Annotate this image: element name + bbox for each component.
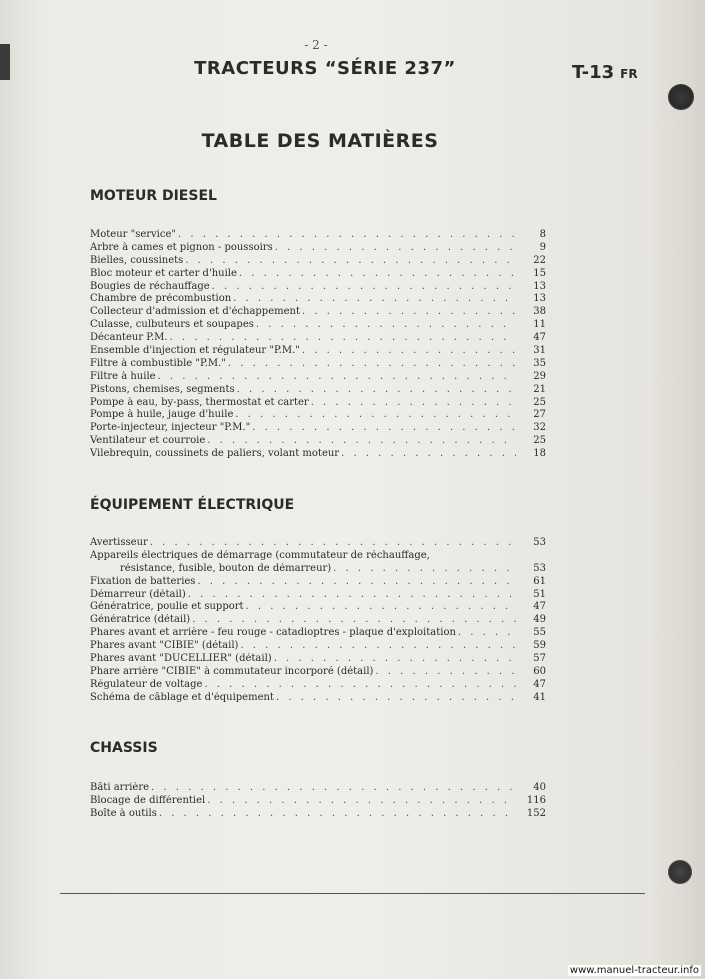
toc-entry-page: 59 [533,640,546,652]
toc-entry-label: Filtre à combustible "P.M." [90,357,226,369]
dot-leader [235,409,516,422]
toc-entry-page: 60 [533,665,546,677]
toc-entry-page: 22 [533,254,546,266]
section-list-moteur [90,229,546,461]
toc-entry-page: 13 [533,293,546,305]
toc-entry [90,409,546,422]
toc-entry-page: 13 [533,280,546,292]
dot-leader [158,371,516,384]
toc-entry [90,255,546,268]
toc-entry [90,782,546,795]
dot-leader [302,306,516,319]
toc-entry-page: 152 [526,807,546,819]
toc-entry-label: Démarreur (détail) [90,588,186,600]
page-number: - 2 - [304,38,328,52]
toc-entry-label: Phare arrière "CIBIE" à commutateur incorporé (détail) [90,665,374,677]
dot-leader [212,281,516,294]
toc-entry [90,563,546,576]
dot-leader [233,293,516,306]
toc-entry-page: 55 [533,627,546,639]
toc-entry [90,384,546,397]
toc-entry [90,537,546,550]
toc-entry-page: 35 [533,357,546,369]
document-code-number: T-13 [572,62,615,83]
dot-leader [276,692,516,705]
dot-leader [275,242,516,255]
dot-leader [207,435,516,448]
toc-entry-label: Schéma de câblage et d'équipement [90,691,274,703]
toc-entry-label: Phares avant "CIBIE" (détail) [90,640,239,652]
toc-entry [90,242,546,255]
dot-leader [239,268,516,281]
toc-entry-label: Ensemble d'injection et régulateur "P.M." [90,345,300,357]
dot-leader [192,614,516,627]
toc-entry-label: Bâti arrière [90,782,150,793]
toc-entry-label: Chambre de précombustion [90,293,232,305]
toc-entry-page: 15 [533,267,546,279]
toc-entry-label: Pompe à huile, jauge d'huile [90,409,234,421]
dot-leader [333,563,516,576]
section-heading-moteur: MOTEUR DIESEL [90,188,217,204]
binder-hole-bottom [668,860,692,884]
toc-entry-page: 53 [533,537,546,548]
dot-leader [159,808,516,821]
toc-entry [90,293,546,306]
toc-entry-label: Avertisseur [90,537,148,548]
toc-entry [90,397,546,410]
toc-entry [90,448,546,461]
toc-entry [90,679,546,692]
toc-entry-page: 25 [533,396,546,408]
section-list-chassis [90,782,546,821]
dot-leader [204,679,516,692]
toc-entry [90,435,546,448]
dot-leader [185,255,516,268]
toc-entry-label: Culasse, culbuteurs et soupapes [90,319,254,331]
toc-entry-label: Appareils électriques de démarrage (commutateur de réchauffage, [90,549,430,561]
toc-entry-label: Blocage de différentiel [90,794,206,806]
footer-rule [60,893,645,894]
toc-entry-page: 51 [533,588,546,600]
toc-entry-label: Pompe à eau, by-pass, thermostat et carter [90,396,309,408]
toc-entry-page: 27 [533,409,546,421]
toc-entry [90,666,546,679]
dot-leader [252,422,516,435]
toc-entry [90,808,546,821]
toc-entry [90,601,546,614]
toc-entry-page: 57 [533,653,546,665]
toc-entry-label: Génératrice, poulie et support [90,601,244,613]
toc-entry-page: 47 [533,332,546,344]
toc-entry-page: 29 [533,370,546,382]
toc-entry-label: Phares avant et arrière - feu rouge - catadioptres - plaque d'exploitation [90,627,456,639]
toc-entry-page: 61 [533,575,546,587]
toc-entry [90,371,546,384]
toc-entry-label: Pistons, chemises, segments [90,383,235,395]
toc-entry-label: Génératrice (détail) [90,614,191,626]
toc-entry [90,795,546,808]
document-language: FR [620,67,638,81]
toc-entry-page: 9 [539,241,546,253]
toc-entry-label: Bloc moteur et carter d'huile [90,267,237,279]
dot-leader [311,397,516,410]
toc-entry-page: 32 [533,422,546,434]
dot-leader [150,537,516,550]
dot-leader [228,358,516,371]
toc-entry-page: 116 [526,794,546,806]
toc-entry-label: Régulateur de voltage [90,678,203,690]
section-list-electrique [90,537,546,705]
dot-leader [178,229,516,242]
toc-entry [90,692,546,705]
section-heading-chassis: CHASSIS [90,740,158,756]
toc-entry-page: 40 [533,782,546,793]
toc-entry-page: 25 [533,435,546,447]
toc-entry-page: 41 [533,691,546,703]
toc-entry [90,422,546,435]
dot-leader [341,448,516,461]
toc-entry [90,319,546,332]
toc-entry-page: 31 [533,345,546,357]
toc-entry-label: Bielles, coussinets [90,254,184,266]
binder-hole-top [668,84,694,110]
dot-leader [151,782,516,795]
dot-leader [256,319,516,332]
toc-entry-page: 53 [533,562,546,574]
dot-leader [246,601,516,614]
watermark: www.manuel-tracteur.info [569,965,699,976]
document-code [572,62,652,83]
toc-entry-page: 11 [533,319,546,331]
toc-entry-label: Fixation de batteries [90,575,196,587]
dot-leader [188,589,516,602]
toc-entry [90,345,546,358]
toc-entry-page: 8 [539,229,546,240]
toc-entry [90,358,546,371]
toc-entry [90,653,546,666]
document-title: TRACTEURS “SÉRIE 237” [194,58,456,79]
dot-leader [274,653,516,666]
toc-entry-page: 38 [533,306,546,318]
toc-entry-page: 21 [533,383,546,395]
toc-title: TABLE DES MATIÈRES [201,130,439,152]
dot-leader [458,627,516,640]
toc-entry-page: 49 [533,614,546,626]
toc-entry [90,332,546,345]
toc-entry-label: Vilebrequin, coussinets de paliers, volant moteur [90,448,340,460]
toc-entry [90,640,546,653]
dot-leader [197,576,516,589]
toc-entry-label: Bougies de réchauffage [90,280,210,292]
toc-entry-label: Porte-injecteur, injecteur "P.M." [90,422,251,434]
toc-entry [90,627,546,640]
toc-entry-label: Arbre à cames et pignon - poussoirs [90,241,273,253]
dot-leader [170,332,516,345]
toc-entry-label: résistance, fusible, bouton de démarreur) [120,562,332,574]
toc-entry [90,281,546,294]
dot-leader [237,384,516,397]
dot-leader [375,666,516,679]
toc-entry [90,614,546,627]
toc-entry-label: Boîte à outils [90,807,157,819]
toc-entry [90,550,546,563]
toc-entry [90,268,546,281]
toc-entry-label: Collecteur d'admission et d'échappement [90,306,300,318]
toc-entry-page: 47 [533,678,546,690]
toc-entry [90,589,546,602]
toc-entry-label: Moteur "service" [90,229,176,240]
toc-entry [90,576,546,589]
toc-entry-page: 47 [533,601,546,613]
toc-entry [90,229,546,242]
toc-entry-label: Ventilateur et courroie [90,435,206,447]
toc-entry-label: Décanteur P.M. [90,332,168,344]
dot-leader [240,640,516,653]
dot-leader [302,345,516,358]
toc-entry-label: Phares avant "DUCELLIER" (détail) [90,653,272,665]
section-heading-electrique: ÉQUIPEMENT ÉLECTRIQUE [90,497,295,513]
toc-entry-label: Filtre à huile [90,370,156,382]
toc-entry-page: 18 [533,448,546,460]
logo-fragment [0,44,10,80]
dot-leader [207,795,516,808]
toc-entry [90,306,546,319]
